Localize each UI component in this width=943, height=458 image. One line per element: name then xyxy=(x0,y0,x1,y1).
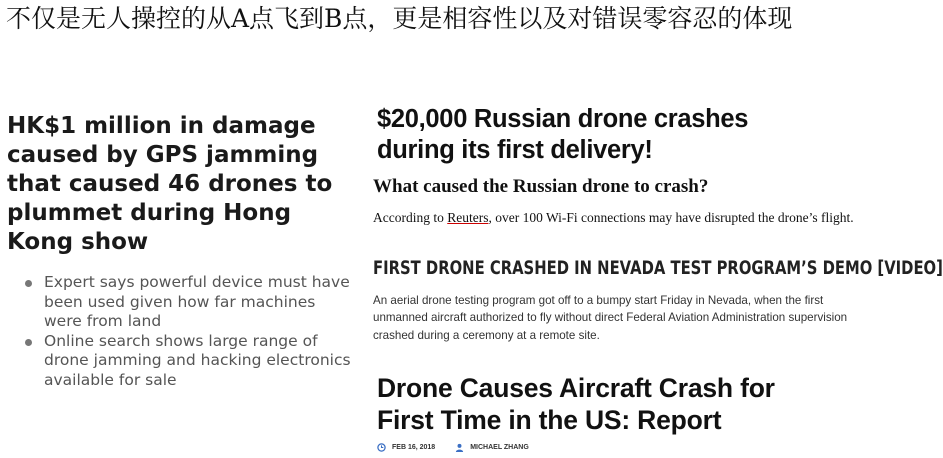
hk-article-headline: HK$1 million in damage caused by GPS jamming that caused 46 drones to plummet during Hong Kong show xyxy=(7,113,333,255)
bullet-dot-icon xyxy=(25,339,32,346)
body-line: An aerial drone testing program got off to a bumpy start Friday in Nevada, when the first xyxy=(373,294,824,307)
clock-icon xyxy=(377,443,386,452)
nevada-article-body xyxy=(373,292,848,344)
article-author[interactable]: MICHAEL ZHANG xyxy=(470,444,529,451)
bullet-text: Expert says powerful device must have been used given how far machines were from land xyxy=(44,273,350,330)
russia-article-subheading: What caused the Russian drone to crash? xyxy=(373,176,709,197)
slide-title: 不仅是无人操控的从A点飞到B点，更是相容性以及对错误零容忍的体现 xyxy=(6,4,793,33)
body-line: crashed during a ceremony at a remote site. xyxy=(373,328,600,342)
nevada-article-headline: FIRST DRONE CRASHED IN NEVADA TEST PROGRAM’S DEMO [VIDEO] xyxy=(373,258,943,279)
article-meta xyxy=(377,443,677,452)
user-icon xyxy=(455,443,464,452)
bullet-dot-icon xyxy=(25,280,32,287)
body-text: , over 100 Wi-Fi connections may have disrupted the drone’s flight. xyxy=(488,210,854,225)
article-date: FEB 16, 2018 xyxy=(392,444,436,451)
meta-author xyxy=(455,443,529,452)
body-line: unmanned aircraft authorized to fly without direct Federal Aviation Administration supervision xyxy=(373,311,848,325)
hk-article-bullets xyxy=(22,273,352,390)
russia-article-body xyxy=(373,210,854,226)
reuters-link[interactable]: Reuters xyxy=(447,210,489,225)
meta-date xyxy=(377,443,435,452)
bullet-item xyxy=(22,332,352,391)
bullet-item xyxy=(22,273,352,332)
russia-article-headline: $20,000 Russian drone crashes during its first delivery! xyxy=(377,105,749,164)
aircraft-article-headline: Drone Causes Aircraft Crash for First Time in the US: Report xyxy=(377,373,775,435)
body-text: According to xyxy=(373,210,448,225)
bullet-text: Online search shows large range of drone jamming and hacking electronics available for sale xyxy=(44,331,351,389)
